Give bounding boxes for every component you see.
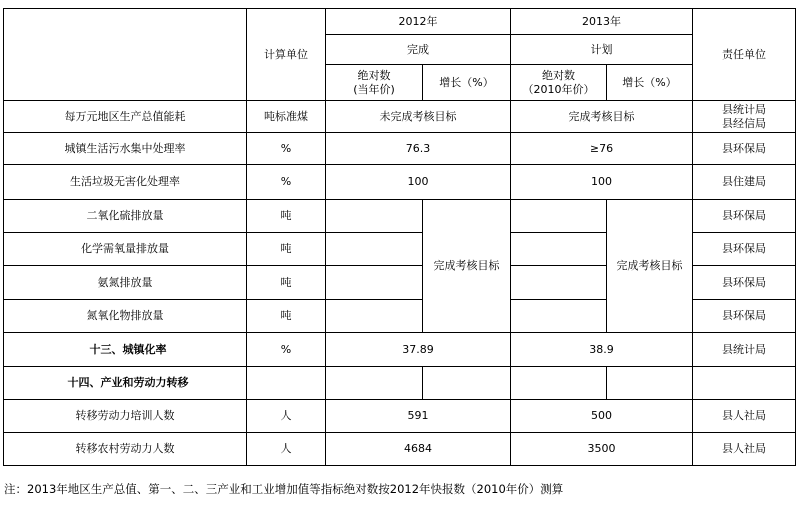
row-value-2012: 76.3	[326, 133, 511, 165]
row-name: 化学需氧量排放量	[4, 233, 247, 266]
row-responsible	[693, 101, 796, 133]
row-unit: 人	[247, 433, 326, 466]
row-growth-2013	[607, 367, 693, 400]
row-absolute-2013	[511, 200, 607, 233]
row-unit: 吨	[247, 300, 326, 333]
header-blank	[4, 9, 247, 101]
row-value-2012: 未完成考核目标	[326, 101, 511, 133]
header-year-2013: 2013年	[511, 9, 693, 35]
row-responsible: 县住建局	[693, 165, 796, 200]
table-row	[4, 165, 796, 200]
row-responsible-line1: 县统计局	[722, 102, 766, 116]
merged-growth-2012: 完成考核目标	[423, 200, 511, 333]
row-absolute-2012	[326, 300, 423, 333]
header-absolute-2012-line1: 绝对数	[357, 68, 391, 82]
row-unit: 吨	[247, 200, 326, 233]
row-unit	[247, 367, 326, 400]
row-name: 城镇生活污水集中处理率	[4, 133, 247, 165]
row-responsible: 县环保局	[693, 200, 796, 233]
row-responsible: 县环保局	[693, 233, 796, 266]
row-unit: 吨	[247, 233, 326, 266]
row-name: 转移劳动力培训人数	[4, 400, 247, 433]
row-value-2013: 500	[511, 400, 693, 433]
row-unit: %	[247, 333, 326, 367]
table-row	[4, 367, 796, 400]
row-responsible: 县环保局	[693, 133, 796, 165]
row-responsible	[693, 367, 796, 400]
row-value-2012: 4684	[326, 433, 511, 466]
row-value-2012: 100	[326, 165, 511, 200]
row-absolute-2012	[326, 367, 423, 400]
header-absolute-2012-line2: (当年价)	[353, 82, 395, 96]
row-absolute-2013	[511, 300, 607, 333]
footnote: 注：2013年地区生产总值、第一、二、三产业和工业增加值等指标绝对数按2012年快报数（2010年价）测算	[4, 482, 564, 496]
table-row	[4, 433, 796, 466]
row-responsible: 县人社局	[693, 400, 796, 433]
table-row	[4, 101, 796, 133]
row-name: 转移农村劳动力人数	[4, 433, 247, 466]
header-growth-2013: 增长（%）	[607, 65, 693, 101]
row-absolute-2013	[511, 367, 607, 400]
row-value-2012: 37.89	[326, 333, 511, 367]
row-unit: %	[247, 165, 326, 200]
row-value-2013: 38.9	[511, 333, 693, 367]
row-absolute-2012	[326, 233, 423, 266]
row-responsible: 县统计局	[693, 333, 796, 367]
header-growth-2012: 增长（%）	[423, 65, 511, 101]
header-absolute-2013	[511, 65, 607, 101]
row-value-2013: ≥76	[511, 133, 693, 165]
row-name: 二氧化硫排放量	[4, 200, 247, 233]
row-value-2013: 3500	[511, 433, 693, 466]
section-title: 十四、产业和劳动力转移	[4, 367, 247, 400]
merged-growth-2013: 完成考核目标	[607, 200, 693, 333]
row-value-2013: 完成考核目标	[511, 101, 693, 133]
table-row	[4, 200, 796, 233]
row-name: 生活垃圾无害化处理率	[4, 165, 247, 200]
row-unit: 吨	[247, 266, 326, 300]
row-absolute-2012	[326, 200, 423, 233]
row-responsible-line2: 县经信局	[722, 116, 766, 130]
row-responsible: 县人社局	[693, 433, 796, 466]
header-plan: 计划	[511, 35, 693, 65]
row-responsible: 县环保局	[693, 300, 796, 333]
header-year-2012: 2012年	[326, 9, 511, 35]
indicator-table	[3, 8, 796, 466]
header-unit: 计算单位	[247, 9, 326, 101]
row-unit: 人	[247, 400, 326, 433]
section-title: 十三、城镇化率	[4, 333, 247, 367]
header-done: 完成	[326, 35, 511, 65]
row-name: 每万元地区生产总值能耗	[4, 101, 247, 133]
table-row	[4, 133, 796, 165]
row-name: 氮氧化物排放量	[4, 300, 247, 333]
row-unit: 吨标准煤	[247, 101, 326, 133]
row-absolute-2013	[511, 233, 607, 266]
header-responsible-unit: 责任单位	[693, 9, 796, 101]
header-absolute-2013-line1: 绝对数	[542, 68, 575, 82]
row-unit: %	[247, 133, 326, 165]
row-responsible: 县环保局	[693, 266, 796, 300]
row-absolute-2012	[326, 266, 423, 300]
header-absolute-2013-line2: （2010年价）	[522, 82, 595, 96]
row-value-2012: 591	[326, 400, 511, 433]
table-row	[4, 333, 796, 367]
table-row	[4, 400, 796, 433]
header-row-year	[4, 9, 796, 35]
row-absolute-2013	[511, 266, 607, 300]
header-absolute-2012	[326, 65, 423, 101]
row-name: 氨氮排放量	[4, 266, 247, 300]
row-value-2013: 100	[511, 165, 693, 200]
row-growth-2012	[423, 367, 511, 400]
